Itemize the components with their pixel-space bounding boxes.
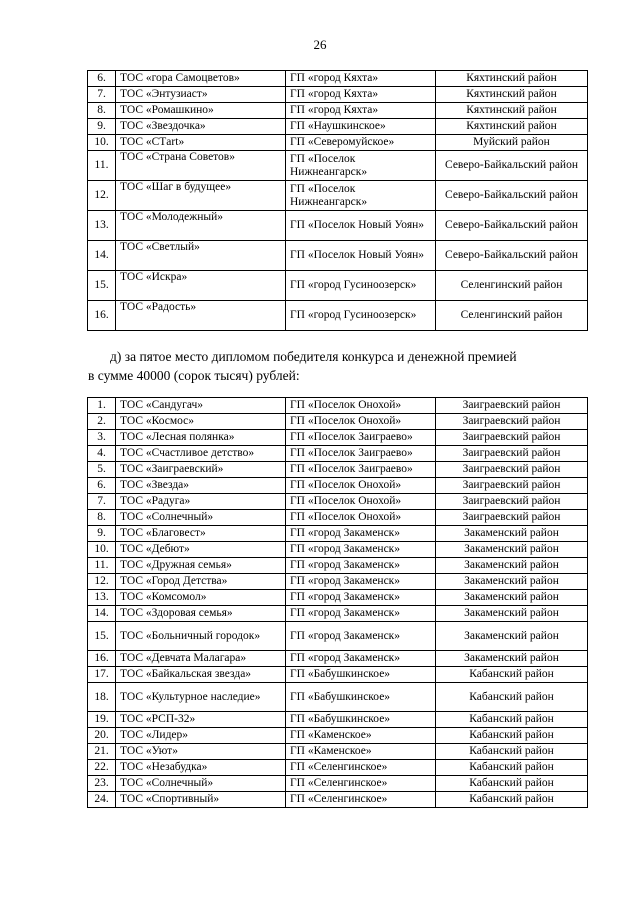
winners-table-fourth-place-continued (87, 70, 588, 331)
table-row (88, 760, 588, 776)
settlement-cell: ГП «город Закаменск» (286, 622, 436, 651)
section-paragraph-fifth-place (88, 347, 590, 385)
district-cell: Заиграевский район (436, 430, 588, 446)
settlement-cell: ГП «Поселок Нижнеангарск» (286, 181, 436, 211)
table-row (88, 712, 588, 728)
table-row (88, 446, 588, 462)
district-cell: Заиграевский район (436, 510, 588, 526)
row-number-cell: 10. (88, 135, 116, 151)
table-row (88, 574, 588, 590)
table-row (88, 494, 588, 510)
tos-name-cell: ТОС «Светлый» (116, 241, 286, 271)
tos-name-cell: ТОС «Страна Советов» (116, 151, 286, 181)
table-row (88, 510, 588, 526)
settlement-cell: ГП «город Закаменск» (286, 558, 436, 574)
district-cell: Заиграевский район (436, 478, 588, 494)
row-number-cell: 1. (88, 398, 116, 414)
row-number-cell: 8. (88, 103, 116, 119)
row-number-cell: 18. (88, 683, 116, 712)
settlement-cell: ГП «Поселок Заиграево» (286, 462, 436, 478)
table-body (88, 398, 588, 808)
tos-name-cell: ТОС «Сандугач» (116, 398, 286, 414)
settlement-cell: ГП «Поселок Онохой» (286, 494, 436, 510)
tos-name-cell: ТОС «Дружная семья» (116, 558, 286, 574)
row-number-cell: 14. (88, 606, 116, 622)
district-cell: Кабанский район (436, 712, 588, 728)
district-cell: Северо-Байкальский район (436, 151, 588, 181)
settlement-cell: ГП «Наушкинское» (286, 119, 436, 135)
row-number-cell: 13. (88, 590, 116, 606)
settlement-cell: ГП «Поселок Новый Уоян» (286, 211, 436, 241)
table-row (88, 526, 588, 542)
tos-name-cell: ТОС «Благовест» (116, 526, 286, 542)
tos-name-cell: ТОС «Солнечный» (116, 776, 286, 792)
row-number-cell: 12. (88, 574, 116, 590)
district-cell: Закаменский район (436, 606, 588, 622)
settlement-cell: ГП «город Кяхта» (286, 71, 436, 87)
row-number-cell: 24. (88, 792, 116, 808)
tos-name-cell: ТОС «Искра» (116, 271, 286, 301)
tos-name-cell: ТОС «Уют» (116, 744, 286, 760)
table-row (88, 478, 588, 494)
settlement-cell: ГП «город Закаменск» (286, 606, 436, 622)
table-row (88, 87, 588, 103)
row-number-cell: 12. (88, 181, 116, 211)
table-row (88, 606, 588, 622)
table-row (88, 71, 588, 87)
settlement-cell: ГП «Поселок Заиграево» (286, 430, 436, 446)
table-row (88, 462, 588, 478)
district-cell: Северо-Байкальский район (436, 211, 588, 241)
row-number-cell: 17. (88, 667, 116, 683)
tos-name-cell: ТОС «Больничный городок» (116, 622, 286, 651)
table-row (88, 211, 588, 241)
district-cell: Заиграевский район (436, 446, 588, 462)
district-cell: Закаменский район (436, 558, 588, 574)
settlement-cell: ГП «Поселок Онохой» (286, 478, 436, 494)
tos-name-cell: ТОС «Спортивный» (116, 792, 286, 808)
table-row (88, 622, 588, 651)
tos-name-cell: ТОС «Ромашкино» (116, 103, 286, 119)
settlement-cell: ГП «город Закаменск» (286, 542, 436, 558)
settlement-cell: ГП «город Кяхта» (286, 103, 436, 119)
settlement-cell: ГП «Поселок Онохой» (286, 414, 436, 430)
row-number-cell: 15. (88, 271, 116, 301)
district-cell: Муйский район (436, 135, 588, 151)
district-cell: Селенгинский район (436, 271, 588, 301)
district-cell: Северо-Байкальский район (436, 241, 588, 271)
row-number-cell: 6. (88, 478, 116, 494)
district-cell: Кабанский район (436, 792, 588, 808)
tos-name-cell: ТОС «Город Детства» (116, 574, 286, 590)
settlement-cell: ГП «город Закаменск» (286, 526, 436, 542)
tos-name-cell: ТОС «Шаг в будущее» (116, 181, 286, 211)
row-number-cell: 21. (88, 744, 116, 760)
table-row (88, 651, 588, 667)
row-number-cell: 20. (88, 728, 116, 744)
row-number-cell: 11. (88, 151, 116, 181)
settlement-cell: ГП «Каменское» (286, 728, 436, 744)
tos-name-cell: ТОС «Девчата Малагара» (116, 651, 286, 667)
settlement-cell: ГП «город Гусиноозерск» (286, 271, 436, 301)
tos-name-cell: ТОС «Радость» (116, 301, 286, 331)
row-number-cell: 9. (88, 526, 116, 542)
district-cell: Кабанский район (436, 728, 588, 744)
table-row (88, 542, 588, 558)
settlement-cell: ГП «Селенгинское» (286, 760, 436, 776)
settlement-cell: ГП «Северомуйское» (286, 135, 436, 151)
row-number-cell: 14. (88, 241, 116, 271)
settlement-cell: ГП «город Гусиноозерск» (286, 301, 436, 331)
table-row (88, 430, 588, 446)
table-row (88, 728, 588, 744)
district-cell: Кабанский район (436, 683, 588, 712)
tos-name-cell: ТОС «Культурное наследие» (116, 683, 286, 712)
district-cell: Кяхтинский район (436, 71, 588, 87)
district-cell: Закаменский район (436, 526, 588, 542)
row-number-cell: 13. (88, 211, 116, 241)
district-cell: Заиграевский район (436, 462, 588, 478)
table-row (88, 744, 588, 760)
settlement-cell: ГП «Селенгинское» (286, 776, 436, 792)
settlement-cell: ГП «Селенгинское» (286, 792, 436, 808)
settlement-cell: ГП «Бабушкинское» (286, 667, 436, 683)
district-cell: Кабанский район (436, 667, 588, 683)
settlement-cell: ГП «город Закаменск» (286, 574, 436, 590)
district-cell: Заиграевский район (436, 414, 588, 430)
table-row (88, 301, 588, 331)
district-cell: Закаменский район (436, 574, 588, 590)
table-row (88, 414, 588, 430)
district-cell: Закаменский район (436, 542, 588, 558)
settlement-cell: ГП «Поселок Нижнеангарск» (286, 151, 436, 181)
table-row (88, 151, 588, 181)
paragraph-line-2: в сумме 40000 (сорок тысяч) рублей: (88, 368, 300, 383)
row-number-cell: 19. (88, 712, 116, 728)
tos-name-cell: ТОС «Молодежный» (116, 211, 286, 241)
table-row (88, 271, 588, 301)
winners-table-fifth-place (87, 397, 588, 808)
tos-name-cell: ТОС «Космос» (116, 414, 286, 430)
row-number-cell: 2. (88, 414, 116, 430)
tos-name-cell: ТОС «РСП-32» (116, 712, 286, 728)
row-number-cell: 9. (88, 119, 116, 135)
row-number-cell: 15. (88, 622, 116, 651)
table-row (88, 776, 588, 792)
tos-name-cell: ТОС «Байкальская звезда» (116, 667, 286, 683)
tos-name-cell: ТОС «Дебют» (116, 542, 286, 558)
tos-name-cell: ТОС «СТart» (116, 135, 286, 151)
row-number-cell: 5. (88, 462, 116, 478)
district-cell: Закаменский район (436, 651, 588, 667)
row-number-cell: 16. (88, 651, 116, 667)
row-number-cell: 3. (88, 430, 116, 446)
row-number-cell: 22. (88, 760, 116, 776)
district-cell: Селенгинский район (436, 301, 588, 331)
district-cell: Заиграевский район (436, 494, 588, 510)
tos-name-cell: ТОС «Звездочка» (116, 119, 286, 135)
tos-name-cell: ТОС «Солнечный» (116, 510, 286, 526)
settlement-cell: ГП «Поселок Новый Уоян» (286, 241, 436, 271)
district-cell: Северо-Байкальский район (436, 181, 588, 211)
table-row (88, 241, 588, 271)
table-row (88, 119, 588, 135)
table-row (88, 558, 588, 574)
table-row (88, 683, 588, 712)
table-row (88, 590, 588, 606)
district-cell: Кяхтинский район (436, 103, 588, 119)
row-number-cell: 4. (88, 446, 116, 462)
row-number-cell: 23. (88, 776, 116, 792)
row-number-cell: 7. (88, 87, 116, 103)
row-number-cell: 16. (88, 301, 116, 331)
table-row (88, 792, 588, 808)
tos-name-cell: ТОС «Незабудка» (116, 760, 286, 776)
settlement-cell: ГП «Каменское» (286, 744, 436, 760)
tos-name-cell: ТОС «гора Самоцветов» (116, 71, 286, 87)
district-cell: Кабанский район (436, 744, 588, 760)
tos-name-cell: ТОС «Лесная полянка» (116, 430, 286, 446)
settlement-cell: ГП «Поселок Заиграево» (286, 446, 436, 462)
tos-name-cell: ТОС «Звезда» (116, 478, 286, 494)
row-number-cell: 8. (88, 510, 116, 526)
district-cell: Кяхтинский район (436, 119, 588, 135)
district-cell: Заиграевский район (436, 398, 588, 414)
row-number-cell: 10. (88, 542, 116, 558)
tos-name-cell: ТОС «Комсомол» (116, 590, 286, 606)
settlement-cell: ГП «город Кяхта» (286, 87, 436, 103)
table-row (88, 103, 588, 119)
settlement-cell: ГП «Бабушкинское» (286, 683, 436, 712)
row-number-cell: 6. (88, 71, 116, 87)
page-number: 26 (313, 37, 327, 52)
district-cell: Кяхтинский район (436, 87, 588, 103)
district-cell: Закаменский район (436, 590, 588, 606)
settlement-cell: ГП «город Закаменск» (286, 651, 436, 667)
tos-name-cell: ТОС «Лидер» (116, 728, 286, 744)
paragraph-line-1: д) за пятое место дипломом победителя конкурса и денежной премией (110, 349, 517, 364)
row-number-cell: 7. (88, 494, 116, 510)
table-row (88, 135, 588, 151)
district-cell: Закаменский район (436, 622, 588, 651)
district-cell: Кабанский район (436, 776, 588, 792)
row-number-cell: 11. (88, 558, 116, 574)
settlement-cell: ГП «Поселок Онохой» (286, 510, 436, 526)
table-body (88, 71, 588, 331)
settlement-cell: ГП «Поселок Онохой» (286, 398, 436, 414)
tos-name-cell: ТОС «Радуга» (116, 494, 286, 510)
settlement-cell: ГП «город Закаменск» (286, 590, 436, 606)
settlement-cell: ГП «Бабушкинское» (286, 712, 436, 728)
table-row (88, 181, 588, 211)
table-row (88, 398, 588, 414)
tos-name-cell: ТОС «Заиграевский» (116, 462, 286, 478)
tos-name-cell: ТОС «Энтузиаст» (116, 87, 286, 103)
tos-name-cell: ТОС «Здоровая семья» (116, 606, 286, 622)
table-row (88, 667, 588, 683)
district-cell: Кабанский район (436, 760, 588, 776)
tos-name-cell: ТОС «Счастливое детство» (116, 446, 286, 462)
